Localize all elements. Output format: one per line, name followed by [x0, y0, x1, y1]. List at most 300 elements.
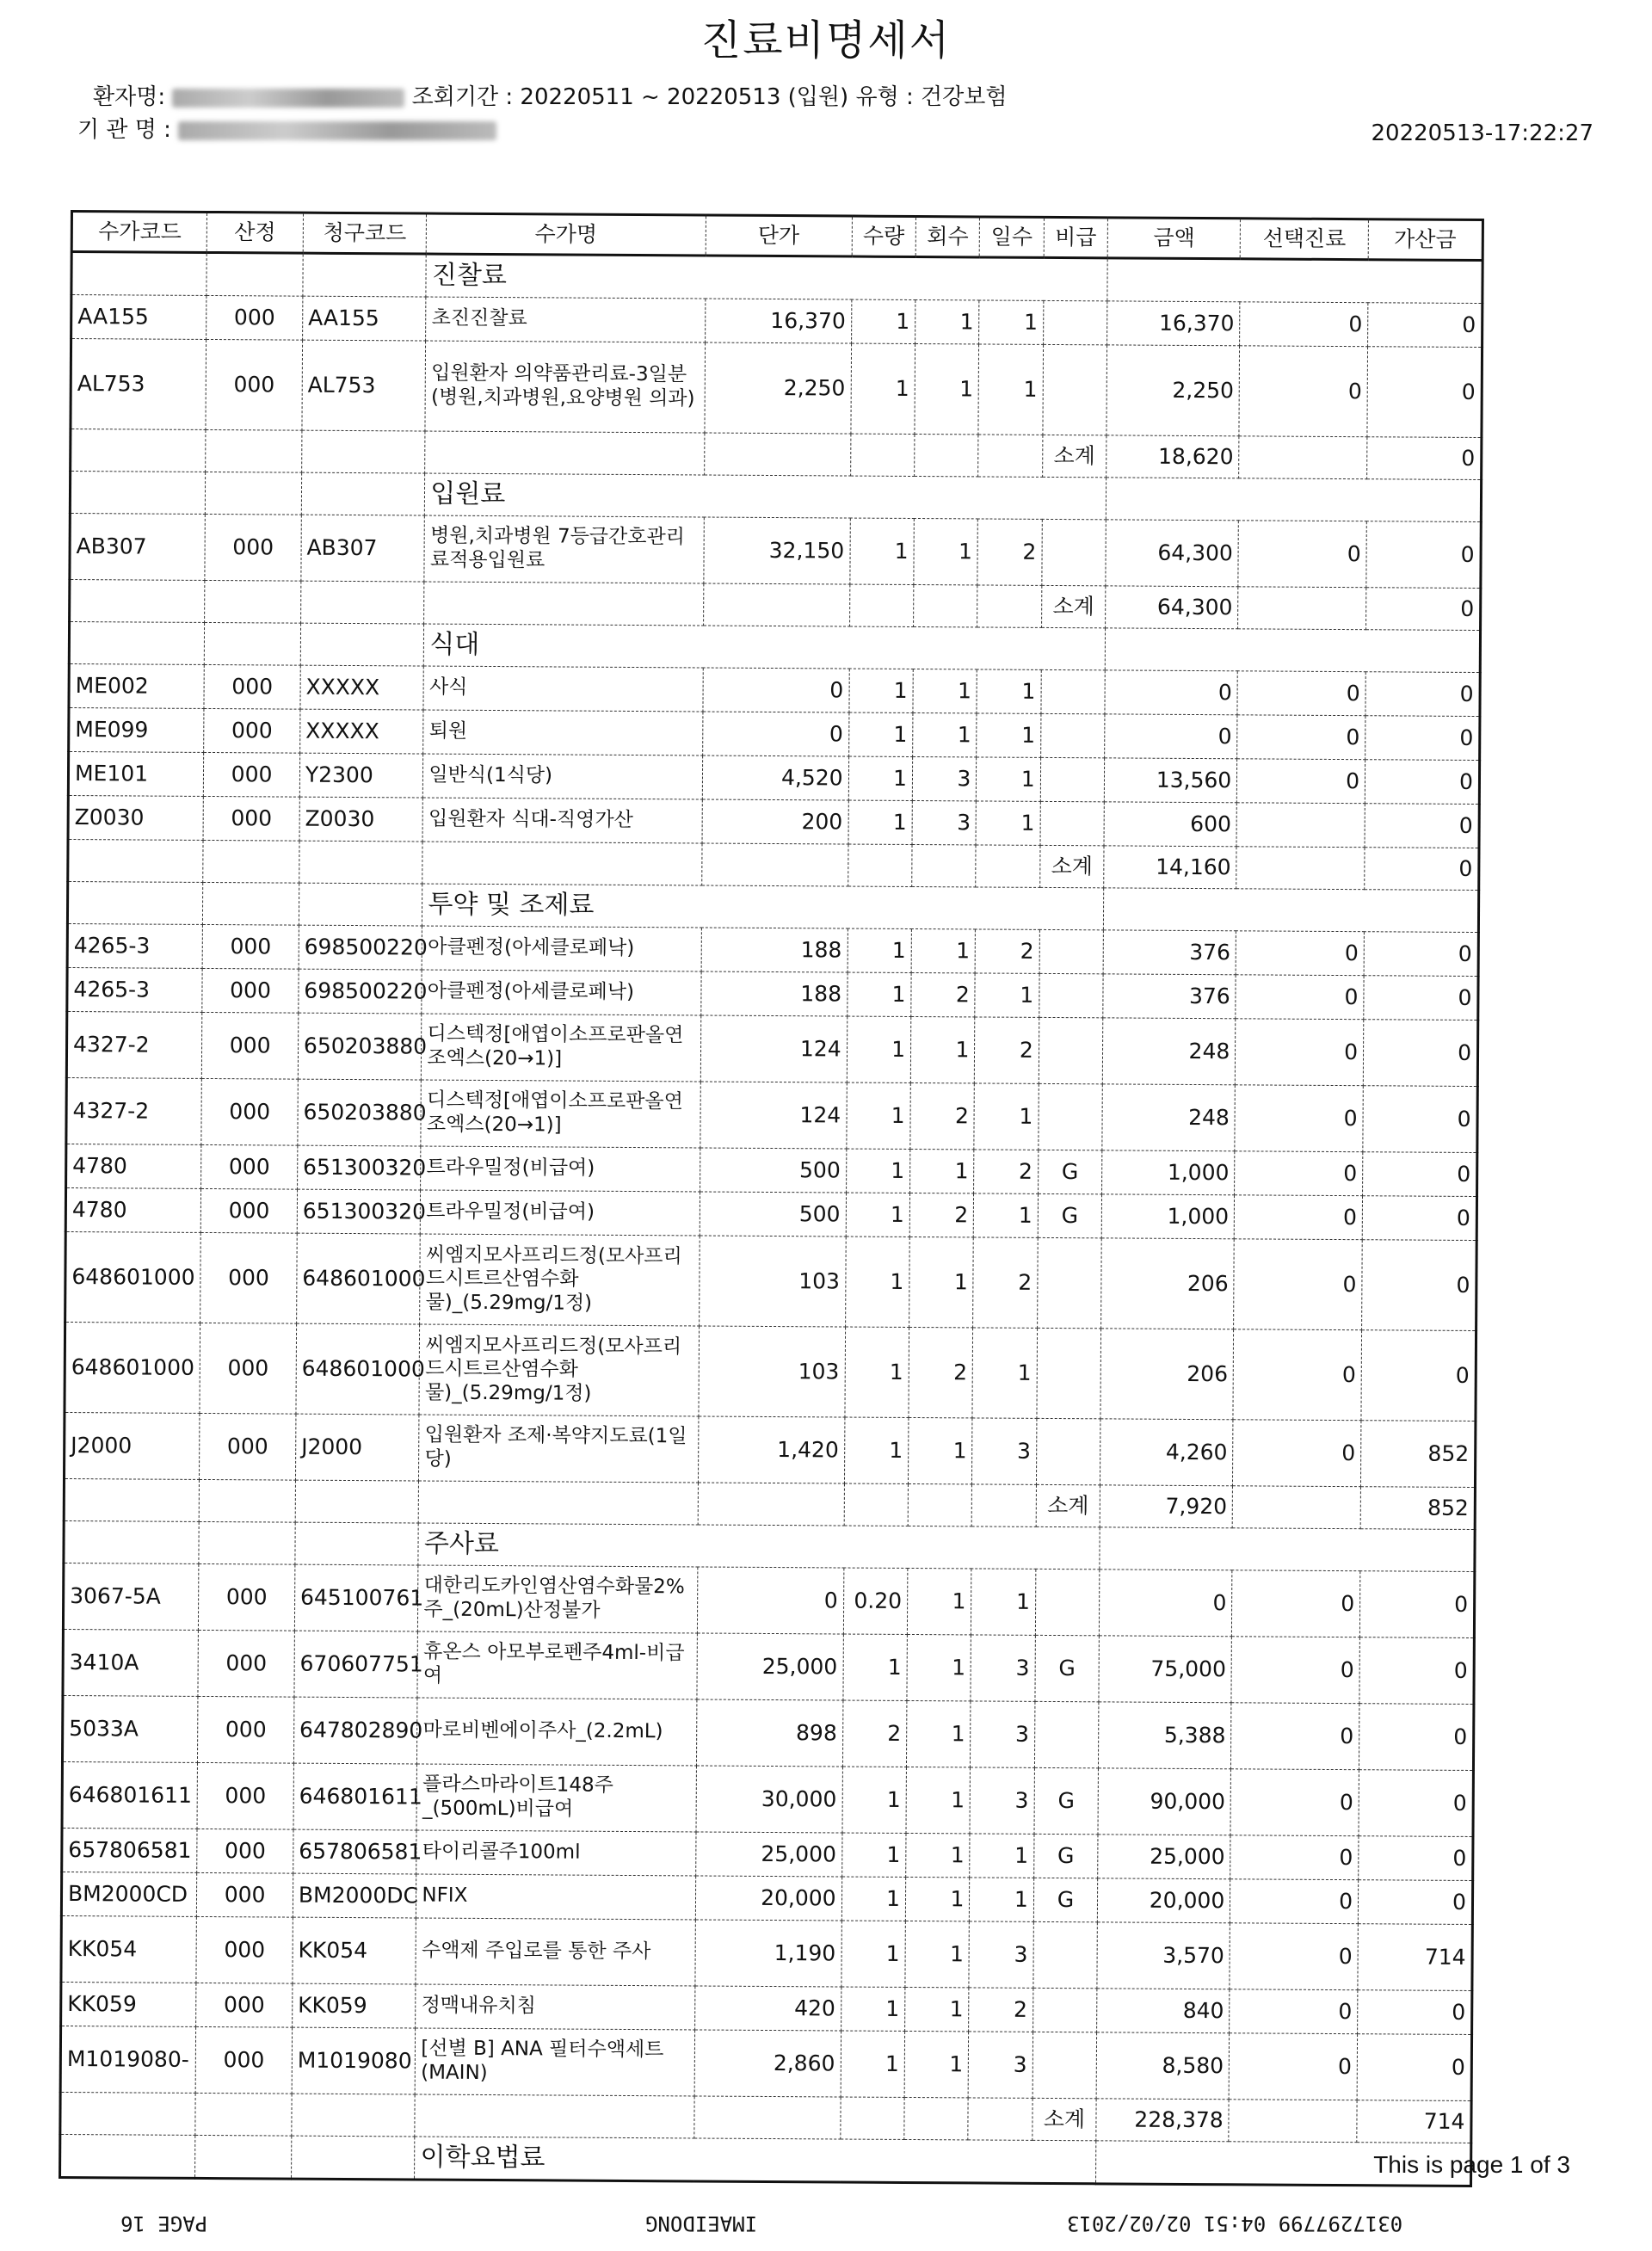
cell-code: 648601000	[65, 1322, 200, 1413]
cell-calc: 000	[204, 752, 300, 797]
subtotal-extra: 714	[1357, 2100, 1471, 2143]
cell-extra: 0	[1359, 1571, 1474, 1638]
subtotal-amount: 7,920	[1100, 1485, 1232, 1528]
cell-times: 3	[912, 756, 977, 800]
cell-code: J2000	[64, 1412, 200, 1479]
cell-select: 0	[1232, 1570, 1360, 1637]
cell-amount: 0	[1105, 714, 1237, 759]
table-row	[65, 1322, 1476, 1421]
cell-name: 수액제 주입로를 통한 주사	[416, 1918, 695, 1986]
empty-cell	[195, 2093, 292, 2136]
cell-days: 3	[970, 1767, 1034, 1834]
cell-code: 4780	[65, 1187, 201, 1232]
cell-select: 0	[1237, 715, 1365, 760]
cell-code: 4327-2	[66, 1077, 202, 1144]
empty-cell	[701, 843, 848, 886]
column-header: 수량	[852, 216, 916, 256]
cell-days: 3	[971, 1635, 1035, 1701]
subtotal-extra: 0	[1367, 437, 1482, 480]
cell-name: 씨엠지모사프리드정(모사프리드시트르산염수화물)_(5.29mg/1정)	[419, 1324, 699, 1416]
cell-qty: 1	[841, 1921, 905, 1987]
institution-line	[77, 112, 496, 144]
cell-days: 2	[974, 1150, 1039, 1193]
cell-qty: 1	[848, 712, 913, 756]
cell-claim: 646801611	[293, 1763, 417, 1830]
section-title: 이학요법료	[415, 2137, 1096, 2184]
cell-nc	[1037, 1328, 1101, 1418]
empty-cell	[419, 1481, 698, 1525]
cell-qty: 1	[847, 1016, 911, 1082]
cell-nc	[1039, 929, 1104, 973]
cell-times: 1	[906, 1767, 971, 1833]
cell-amount: 0	[1100, 1570, 1233, 1637]
cell-amount: 1,000	[1102, 1150, 1235, 1195]
cell-qty: 1	[848, 928, 912, 972]
empty-cell	[915, 434, 979, 476]
cell-amount: 4,260	[1100, 1419, 1234, 1486]
cell-code: ME101	[68, 751, 204, 796]
empty-cell	[295, 1480, 419, 1523]
empty-cell	[205, 622, 301, 665]
subtotal-label: 소계	[1032, 2098, 1097, 2140]
empty-cell	[424, 582, 703, 626]
cell-days: 1	[975, 973, 1039, 1017]
cell-claim: AA155	[302, 296, 426, 341]
cell-nc	[1032, 1988, 1097, 2032]
cell-name: 일반식(1식당)	[423, 754, 702, 799]
cell-nc	[1043, 344, 1107, 435]
cell-extra: 0	[1363, 1086, 1477, 1153]
cell-calc: 000	[204, 664, 300, 709]
empty-cell	[968, 2098, 1032, 2140]
cell-amount: 1,000	[1101, 1194, 1234, 1239]
empty-cell	[1106, 478, 1481, 522]
cell-code: ME099	[69, 707, 205, 752]
table-row	[62, 1695, 1473, 1770]
cell-days: 1	[974, 1193, 1039, 1237]
cell-times: 1	[910, 1016, 975, 1082]
empty-cell	[206, 472, 302, 515]
cell-extra: 0	[1358, 1990, 1472, 2035]
cell-qty: 1	[848, 756, 913, 800]
cell-qty: 1	[841, 1987, 905, 2031]
cell-claim: Z0030	[299, 797, 423, 842]
cell-qty: 1	[842, 1767, 907, 1833]
empty-cell	[908, 1483, 972, 1526]
empty-cell	[849, 584, 914, 626]
cell-times: 1	[913, 712, 977, 756]
cell-select: 0	[1236, 931, 1364, 976]
empty-cell	[698, 1483, 844, 1526]
cell-extra: 0	[1364, 932, 1478, 977]
cell-select: 0	[1229, 2033, 1357, 2100]
cell-nc	[1033, 1921, 1098, 1988]
cell-select: 0	[1230, 1989, 1358, 2034]
cell-claim: J2000	[295, 1414, 419, 1481]
cell-amount: 840	[1097, 1989, 1230, 2033]
cell-code: AA155	[71, 295, 207, 340]
empty-cell	[978, 435, 1043, 477]
empty-cell	[205, 580, 301, 623]
cell-times: 1	[905, 1877, 970, 1921]
cell-claim: 651300320	[297, 1145, 421, 1190]
patient-info-line	[93, 79, 1007, 111]
cell-claim: KK059	[292, 1983, 416, 2028]
cell-days: 2	[975, 1017, 1039, 1083]
cell-extra: 0	[1363, 1152, 1477, 1197]
cell-price: 2,250	[704, 342, 851, 434]
cell-qty: 2	[842, 1700, 907, 1767]
cell-calc: 000	[198, 1696, 294, 1763]
cell-amount: 376	[1103, 930, 1236, 975]
cell-qty: 1	[851, 343, 915, 434]
cell-qty: 1	[846, 1082, 910, 1149]
empty-cell	[199, 1521, 295, 1564]
cell-extra: 0	[1362, 1196, 1476, 1241]
cell-price: 0	[702, 712, 848, 756]
type-label: 유형 :	[855, 84, 914, 110]
cell-extra: 0	[1361, 1330, 1476, 1422]
subtotal-label: 소계	[1042, 435, 1106, 477]
cell-name: 아클펜정(아세클로페낙)	[422, 926, 700, 971]
cell-name: 씨엠지모사프리드정(모사프리드시트르산염수화물)_(5.29mg/1정)	[420, 1234, 700, 1326]
cell-times: 1	[906, 1833, 971, 1877]
cell-nc	[1034, 1701, 1099, 1767]
empty-cell	[302, 430, 426, 473]
cell-name: 트라우밀정(비급여)	[421, 1146, 700, 1192]
cell-code: 3410A	[63, 1629, 199, 1696]
cell-select: 0	[1234, 1195, 1362, 1240]
fee-table	[59, 210, 1484, 2187]
cell-extra: 0	[1364, 976, 1478, 1021]
cell-name: 초진진찰료	[426, 297, 705, 342]
document-title: 진료비명세서	[700, 16, 952, 65]
cell-times: 1	[910, 1149, 975, 1193]
cell-claim: 650203880	[298, 1079, 422, 1146]
empty-cell	[848, 844, 912, 886]
cell-days: 1	[970, 1834, 1034, 1878]
cell-claim: 651300320	[297, 1189, 421, 1234]
cell-claim: 657806581	[293, 1829, 417, 1874]
cell-nc	[1037, 1237, 1101, 1328]
cell-calc: 000	[197, 1872, 293, 1917]
cell-times: 1	[914, 518, 978, 584]
cell-code: 4780	[66, 1144, 202, 1188]
cell-calc: 000	[202, 924, 299, 969]
cell-select: 0	[1233, 1329, 1361, 1421]
fax-header-sender: IMAEIDONG	[645, 2211, 758, 2236]
empty-cell	[64, 1520, 200, 1563]
cell-extra: 0	[1357, 2034, 1471, 2101]
cell-name: 타이리콜주100ml	[416, 1830, 695, 1876]
cell-qty: 1	[844, 1417, 909, 1483]
empty-cell	[299, 883, 422, 926]
subtotal-amount: 14,160	[1104, 846, 1236, 889]
cell-times: 2	[909, 1327, 973, 1417]
cell-price: 0	[697, 1567, 844, 1634]
cell-select: 0	[1237, 671, 1365, 716]
statement-sheet	[59, 210, 1484, 2187]
cell-times: 1	[905, 1921, 970, 1987]
empty-cell	[1100, 1527, 1475, 1572]
cell-amount: 13,560	[1104, 758, 1236, 803]
subtotal-amount: 228,378	[1096, 2099, 1229, 2142]
cell-price: 188	[701, 928, 848, 972]
cell-claim: XXXXX	[300, 665, 424, 710]
empty-cell	[904, 2097, 969, 2139]
cell-code: M1019080-	[60, 2026, 196, 2093]
table-row	[71, 339, 1482, 438]
cell-extra: 0	[1365, 760, 1479, 805]
cell-extra: 852	[1361, 1421, 1476, 1488]
empty-cell	[840, 2097, 904, 2139]
cell-select: 0	[1233, 1420, 1361, 1487]
cell-price: 200	[702, 799, 848, 844]
cell-qty: 1	[848, 800, 913, 844]
cell-qty: 1	[841, 2031, 905, 2097]
cell-name: [선별 B] ANA 필터수액세트(MAIN)	[416, 2028, 695, 2096]
column-header: 산정	[206, 212, 303, 253]
empty-cell	[203, 882, 299, 925]
cell-price: 16,370	[705, 299, 851, 343]
section-title: 주사료	[418, 1523, 1100, 1570]
cell-extra: 0	[1368, 303, 1482, 348]
empty-cell	[844, 1483, 909, 1526]
cell-extra: 0	[1363, 1020, 1477, 1087]
cell-times: 1	[907, 1634, 971, 1700]
cell-claim: M1019080	[292, 2027, 416, 2094]
cell-price: 30,000	[696, 1766, 843, 1833]
cell-code: 3067-5A	[63, 1563, 199, 1630]
cell-nc	[1036, 1418, 1100, 1484]
cell-calc: 000	[200, 1413, 296, 1480]
cell-select: 0	[1236, 975, 1364, 1020]
column-header: 선택진료	[1240, 219, 1368, 260]
cell-price: 124	[700, 1015, 848, 1082]
institution-label: 기 관 명 :	[77, 117, 171, 143]
cell-extra: 0	[1358, 1880, 1472, 1925]
table-row	[66, 1077, 1477, 1152]
empty-cell	[68, 839, 204, 882]
table-row	[60, 2026, 1471, 2100]
table-row	[65, 1231, 1477, 1330]
empty-cell	[69, 622, 205, 665]
subtotal-amount: 64,300	[1106, 586, 1238, 629]
subtotal-select	[1239, 436, 1367, 479]
cell-times: 2	[909, 1193, 974, 1237]
cell-times: 2	[910, 1082, 975, 1149]
empty-cell	[422, 842, 701, 885]
cell-claim: 648601000	[296, 1323, 420, 1415]
cell-name: 사식	[423, 666, 702, 712]
cell-price: 124	[700, 1082, 847, 1149]
cell-calc: 000	[202, 968, 299, 1013]
subtotal-select	[1232, 1486, 1360, 1529]
cell-days: 1	[972, 1328, 1037, 1418]
empty-cell	[300, 581, 424, 624]
section-title: 입원료	[425, 473, 1106, 520]
subtotal-select	[1238, 587, 1366, 630]
cell-times: 3	[912, 800, 977, 844]
cell-code: 657806581	[62, 1828, 198, 1872]
subtotal-select	[1229, 2100, 1357, 2143]
table-row	[62, 1761, 1473, 1836]
cell-name: 병원,치과병원 7등급간호관리료적용입원료	[424, 515, 704, 583]
cell-amount: 20,000	[1098, 1878, 1230, 1923]
page-indicator: This is page 1 of 3	[1373, 2151, 1570, 2178]
cell-qty: 1	[845, 1237, 909, 1327]
cell-name: 아클펜정(아세클로페낙)	[422, 970, 700, 1015]
column-header: 비급	[1044, 217, 1108, 257]
cell-code: 646801611	[62, 1761, 198, 1829]
empty-cell	[425, 431, 704, 475]
table-row	[63, 1563, 1474, 1637]
cell-calc: 000	[197, 1762, 293, 1829]
cell-name: 휴온스 아모부로펜주4ml-비급여	[417, 1631, 697, 1699]
cell-claim: 698500220	[299, 925, 422, 970]
empty-cell	[70, 472, 206, 515]
cell-amount: 206	[1101, 1238, 1235, 1329]
empty-cell	[203, 840, 299, 883]
cell-price: 32,150	[703, 517, 850, 584]
cell-nc	[1043, 300, 1107, 344]
cell-times: 1	[915, 299, 980, 343]
cell-code: BM2000CD	[61, 1872, 197, 1916]
cell-qty: 1	[845, 1327, 909, 1417]
fax-header-number-time: 0317297799 04:51 02/02/2013	[1067, 2211, 1403, 2236]
cell-code: 648601000	[65, 1231, 201, 1323]
cell-days: 1	[970, 1878, 1034, 1921]
cell-times: 1	[906, 1700, 971, 1767]
cell-days: 2	[973, 1237, 1038, 1328]
period-label: 조회기간 :	[411, 84, 514, 110]
cell-nc	[1040, 757, 1105, 801]
cell-name: NFIX	[416, 1874, 695, 1920]
cell-price: 500	[700, 1148, 846, 1193]
cell-select: 0	[1238, 521, 1366, 588]
subtotal-extra: 0	[1366, 588, 1481, 631]
cell-days: 1	[977, 757, 1041, 801]
table-body	[60, 252, 1483, 2186]
table-row	[66, 1011, 1477, 1086]
empty-cell	[1107, 258, 1482, 304]
column-header: 수가명	[427, 213, 706, 256]
institution-name-redacted	[178, 121, 496, 140]
cell-days: 3	[969, 1921, 1033, 1988]
cell-name: 마로비벤에이주사_(2.2mL)	[417, 1698, 697, 1766]
cell-select: 0	[1231, 1703, 1359, 1770]
cell-calc: 000	[198, 1630, 294, 1697]
cell-times: 1	[908, 1417, 972, 1483]
cell-nc	[1041, 669, 1106, 713]
cell-nc: G	[1038, 1150, 1102, 1193]
cell-claim: 670607751	[294, 1631, 418, 1698]
empty-cell	[301, 472, 425, 515]
cell-price: 2,860	[694, 2030, 841, 2097]
cell-name: 입원환자 식대-직영가산	[422, 798, 701, 843]
cell-times: 1	[904, 2031, 969, 2097]
cell-nc	[1039, 1017, 1103, 1083]
cell-calc: 000	[204, 708, 300, 753]
cell-qty: 1	[849, 669, 914, 712]
cell-nc	[1042, 519, 1106, 585]
empty-cell	[71, 252, 207, 296]
cell-amount: 248	[1102, 1084, 1236, 1151]
empty-cell	[206, 252, 303, 296]
cell-nc: G	[1038, 1193, 1102, 1237]
cell-times: 2	[911, 972, 976, 1016]
cell-amount: 206	[1100, 1329, 1234, 1420]
table-row	[70, 514, 1481, 589]
cell-qty: 1	[849, 518, 914, 584]
cell-calc: 000	[203, 796, 299, 841]
cell-amount: 2,250	[1106, 345, 1240, 436]
cell-name: 트라우밀정(비급여)	[421, 1190, 700, 1236]
cell-days: 1	[977, 669, 1041, 713]
cell-claim: AB307	[301, 515, 425, 582]
patient-label: 환자명:	[93, 84, 166, 110]
cell-nc: G	[1033, 1878, 1098, 1921]
cell-code: 4327-2	[66, 1011, 202, 1078]
empty-cell	[976, 845, 1040, 887]
cell-nc: G	[1033, 1834, 1098, 1878]
cell-calc: 000	[196, 1916, 293, 1983]
subtotal-amount: 18,620	[1106, 435, 1239, 478]
empty-cell	[291, 2136, 415, 2180]
cell-qty: 1	[851, 299, 915, 343]
empty-cell	[977, 585, 1042, 627]
cell-days: 1	[971, 1569, 1036, 1635]
column-header: 회수	[915, 217, 980, 257]
cell-amount: 16,370	[1107, 301, 1240, 346]
cell-select: 0	[1231, 1637, 1359, 1704]
empty-cell	[1104, 888, 1479, 933]
empty-cell	[60, 2134, 196, 2178]
cell-calc: 000	[199, 1563, 295, 1631]
cell-extra: 0	[1366, 521, 1481, 589]
cell-claim: KK054	[293, 1917, 416, 1984]
cell-price: 103	[699, 1236, 846, 1327]
table-row	[64, 1412, 1475, 1487]
empty-cell	[703, 583, 849, 626]
cell-amount: 0	[1105, 670, 1237, 715]
empty-cell	[299, 841, 423, 884]
cell-select: 0	[1234, 1239, 1362, 1330]
section-title: 투약 및 조제료	[422, 884, 1104, 930]
cell-price: 25,000	[695, 1832, 841, 1877]
cell-claim: Y2300	[299, 753, 423, 798]
cell-select: 0	[1239, 346, 1367, 437]
column-header: 가산금	[1368, 219, 1482, 261]
cell-extra: 0	[1365, 716, 1480, 761]
cell-qty: 0.20	[843, 1568, 908, 1634]
cell-qty: 1	[847, 972, 911, 1016]
empty-cell	[292, 2094, 416, 2137]
section-title: 진찰료	[426, 254, 1107, 301]
cell-days: 1	[979, 300, 1044, 344]
cell-claim: AL753	[302, 340, 426, 431]
cell-extra: 0	[1365, 804, 1479, 848]
subtotal-label: 소계	[1041, 585, 1106, 627]
empty-cell	[415, 2094, 693, 2138]
cell-qty: 1	[846, 1193, 910, 1237]
cell-extra: 0	[1359, 1704, 1474, 1771]
period-value: 20220511 ~ 20220513 (입원)	[520, 84, 849, 110]
cell-select: 0	[1230, 1923, 1358, 1990]
cell-extra: 0	[1359, 1770, 1473, 1837]
subtotal-extra: 852	[1360, 1487, 1475, 1530]
cell-extra: 0	[1365, 672, 1480, 717]
